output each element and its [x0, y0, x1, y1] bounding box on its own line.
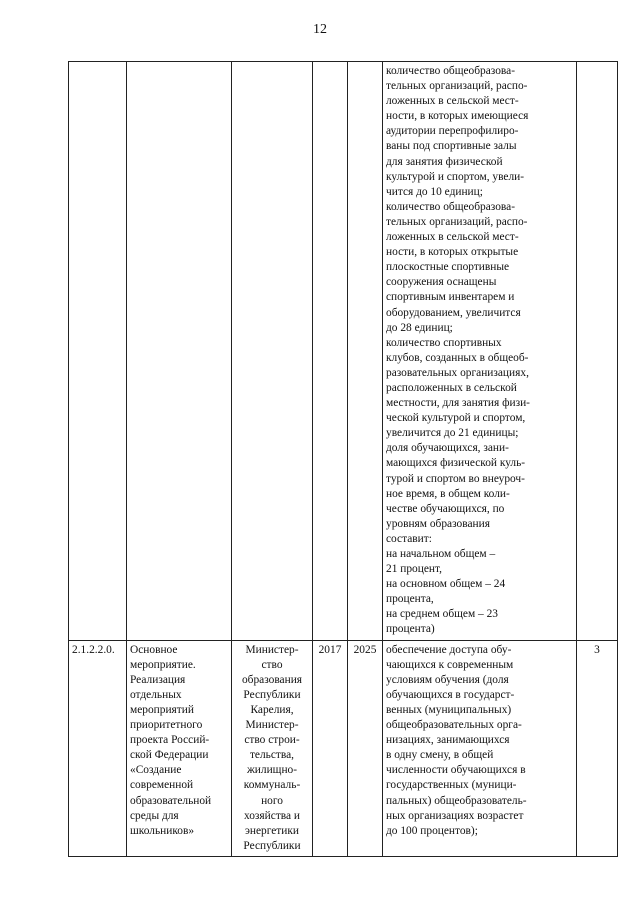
- name-line: школьников»: [130, 824, 195, 837]
- result-line: ложенных в сельской мест-: [386, 231, 519, 244]
- result-line: численности обучающихся в: [386, 764, 526, 777]
- result-line: ваны под спортивные залы: [386, 140, 517, 153]
- result-line: ложенных в сельской мест-: [386, 95, 519, 108]
- result-line: расположенных в сельской: [386, 381, 517, 394]
- name-line: мероприятий: [130, 703, 194, 716]
- result-line: государственных (муници-: [386, 779, 517, 792]
- executor-line: ного: [261, 794, 283, 807]
- name-line: «Создание: [130, 764, 182, 777]
- executor-line: Министер-: [245, 643, 299, 656]
- executor-line: Республики: [243, 688, 301, 701]
- cell-number: 2.1.2.2.0.: [69, 640, 127, 856]
- result-line: количество общеобразова-: [386, 200, 515, 213]
- cell-activity-name: [127, 640, 232, 856]
- result-line: сооружения оснащены: [386, 276, 497, 289]
- name-line: среды для: [130, 809, 179, 822]
- name-line: ской Федерации: [130, 749, 209, 762]
- result-line: оборудованием, увеличится: [386, 306, 521, 319]
- cell-start-year: 2017: [313, 640, 348, 856]
- executor-line: коммуналь-: [243, 779, 301, 792]
- result-line: на среднем общем – 23: [386, 608, 498, 621]
- executor-line: тельства,: [249, 749, 295, 762]
- result-line: количество общеобразова-: [386, 65, 515, 77]
- executor-line: Министер-: [245, 719, 299, 732]
- result-line: аудитории перепрофилиро-: [386, 125, 519, 138]
- table-row: [69, 62, 618, 641]
- result-line: ных организациях возрастет: [386, 809, 524, 822]
- cell-executor: [232, 62, 313, 641]
- result-line: чающихся к современным: [386, 658, 514, 671]
- result-line: для занятия физической: [386, 155, 503, 168]
- result-line: тельных организаций, распо-: [386, 80, 528, 93]
- result-line: культурой и спортом, увели-: [386, 170, 525, 183]
- executor-line: энергетики: [244, 824, 300, 837]
- result-line: турой и спортом во внеуроч-: [386, 472, 525, 485]
- result-line: венных (муниципальных): [386, 703, 512, 716]
- result-line: мающихся физической куль-: [386, 457, 526, 470]
- result-line: разовательных организациях,: [386, 366, 529, 379]
- result-line: тельных организаций, распо-: [386, 215, 528, 228]
- result-line: местности, для занятия физи-: [386, 397, 530, 410]
- result-line: ческой культурой и спортом,: [386, 412, 526, 425]
- result-line: до 28 единиц;: [386, 321, 453, 334]
- result-line: в одну смену, в общей: [386, 749, 494, 762]
- result-line: пальных) общеобразователь-: [386, 794, 527, 807]
- name-line: мероприятие.: [130, 658, 196, 671]
- cell-expected-result: [383, 62, 577, 641]
- result-line: низациях, занимающихся: [386, 734, 510, 747]
- result-line: доля обучающихся, зани-: [386, 442, 509, 455]
- executor-line: Республики: [243, 839, 301, 852]
- executor-line: Карелия,: [250, 703, 294, 716]
- result-line: до 100 процентов);: [386, 824, 478, 837]
- name-line: Реализация: [130, 673, 186, 686]
- result-line: чится до 10 единиц;: [386, 185, 483, 198]
- cell-number: [69, 62, 127, 641]
- result-line: ности, в которых имеющиеся: [386, 110, 529, 123]
- result-line: 21 процент,: [386, 563, 442, 576]
- result-line: на начальном общем –: [386, 548, 496, 560]
- executor-line: ство строи-: [244, 734, 300, 747]
- result-line: условиям обучения (доля: [386, 673, 509, 686]
- result-line: процента): [386, 623, 435, 636]
- result-line: уровням образования: [386, 517, 490, 530]
- executor-line: образования: [241, 673, 303, 686]
- cell-end-year: 2025: [348, 640, 383, 856]
- result-line: честве обучающихся, по: [386, 502, 505, 515]
- cell-indicator-link: 3: [577, 640, 618, 856]
- executor-line: ство: [261, 658, 283, 671]
- result-line: ное время, в общем коли-: [386, 487, 510, 500]
- result-line: процента,: [386, 593, 434, 606]
- result-line: на основном общем – 24: [386, 578, 506, 591]
- name-line: проекта Россий-: [130, 734, 210, 747]
- result-line: спортивным инвентарем и: [386, 291, 515, 304]
- result-line: обеспечение доступа обу-: [386, 643, 512, 656]
- cell-end-year: [348, 62, 383, 641]
- cell-start-year: [313, 62, 348, 641]
- name-line: приоритетного: [130, 719, 203, 732]
- name-line: современной: [130, 779, 194, 792]
- result-line: обучающихся в государст-: [386, 688, 515, 701]
- program-table: [68, 61, 618, 857]
- result-line: плоскостные спортивные: [386, 261, 510, 274]
- result-line: клубов, созданных в общеоб-: [386, 351, 529, 364]
- name-line: образовательной: [130, 794, 212, 807]
- executor-line: хозяйства и: [243, 809, 301, 822]
- executor-line: жилищно-: [246, 764, 298, 777]
- result-line: общеобразовательных орга-: [386, 719, 522, 732]
- cell-executor: [232, 640, 313, 856]
- cell-indicator-link: [577, 62, 618, 641]
- name-line: отдельных: [130, 688, 182, 701]
- cell-activity-name: [127, 62, 232, 641]
- name-line: Основное: [130, 643, 178, 656]
- result-line: ности, в которых открытые: [386, 246, 519, 259]
- page-number: 12: [313, 22, 327, 37]
- result-line: составит:: [386, 532, 432, 545]
- result-line: количество спортивных: [386, 336, 502, 349]
- result-line: увеличится до 21 единицы;: [386, 427, 519, 440]
- cell-expected-result: [383, 640, 577, 856]
- table-row: [69, 640, 618, 856]
